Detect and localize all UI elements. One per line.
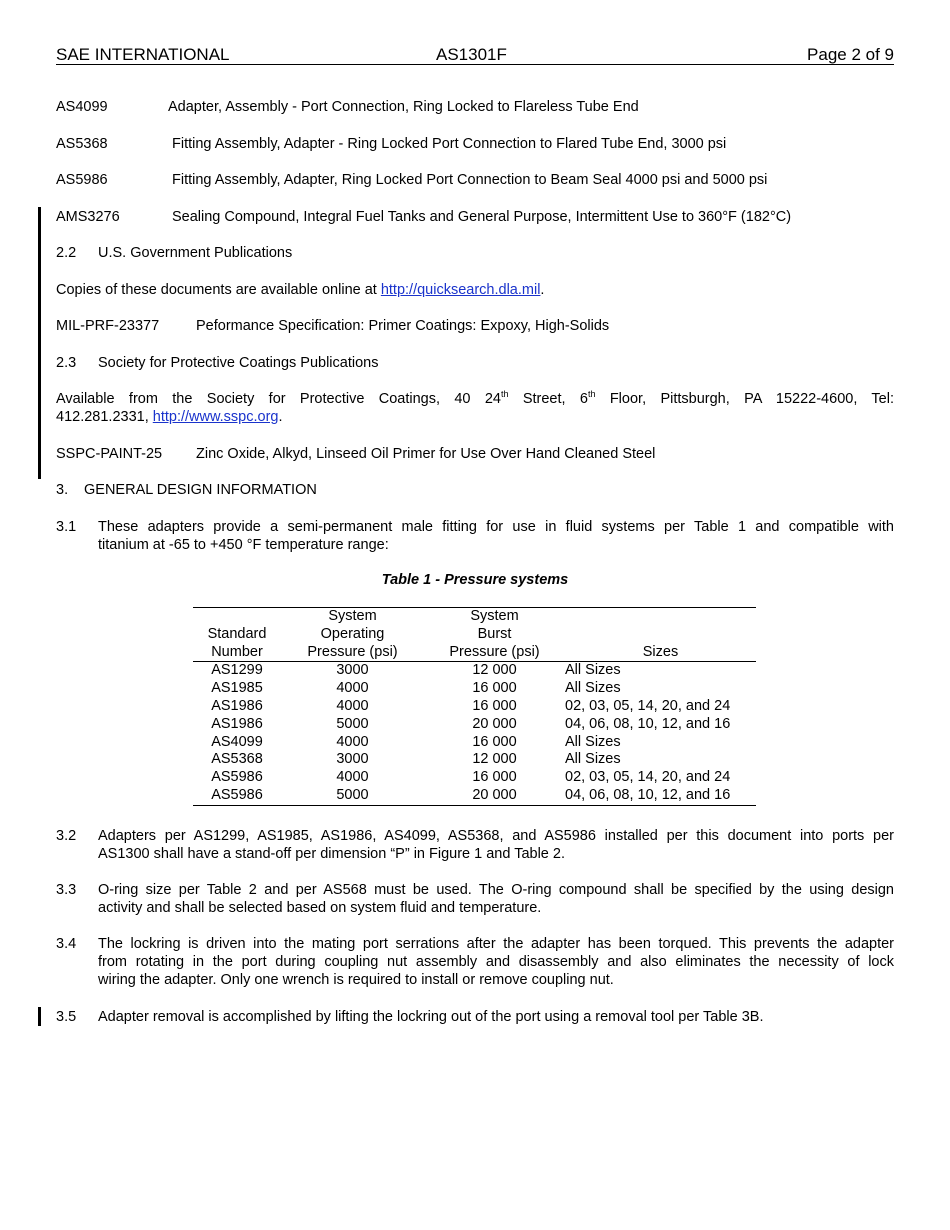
cell-burst: 20 000 [472, 715, 517, 732]
paragraph-number: 3.2 [56, 828, 77, 844]
cell-burst: 12 000 [472, 751, 517, 768]
table-row [193, 680, 756, 698]
cell-sizes: All Sizes [565, 751, 621, 768]
paragraph-number: 3.1 [56, 519, 77, 535]
cell-sizes: 02, 03, 05, 14, 20, and 24 [565, 769, 731, 786]
cell-operating: 3000 [336, 751, 369, 768]
sspc-link[interactable]: http://www.sspc.org [152, 409, 279, 425]
reference-code: AS5986 [56, 172, 108, 188]
paragraph-text: wiring the adapter. Only one wrench is required to install or remove coupling nut. [98, 972, 614, 988]
column-header-standard-number: Standard Number [207, 625, 267, 660]
paragraph-number: 3.3 [56, 882, 77, 898]
address-text: Street, 6 [508, 391, 588, 407]
table-row [193, 769, 756, 787]
table-row [193, 698, 756, 716]
table-header-row [193, 608, 756, 662]
cell-burst: 16 000 [472, 697, 517, 714]
address-text: Floor, Pittsburgh, PA 15222-4600, Tel: [595, 391, 894, 407]
table-row [193, 751, 756, 769]
cell-standard: AS1985 [211, 680, 263, 697]
quicksearch-link[interactable]: http://quicksearch.dla.mil [380, 282, 541, 298]
cell-standard: AS5986 [211, 769, 263, 786]
paragraph-text: Adapter removal is accomplished by lifting the lockring out of the port using a removal tool per Table 3B. [98, 1009, 764, 1025]
cell-burst: 16 000 [472, 769, 517, 786]
table-caption: Table 1 - Pressure systems [381, 572, 569, 588]
reference-code: SSPC-PAINT-25 [56, 446, 163, 462]
address-text: Available from the Society for Protective Coatings, 40 24 [56, 391, 501, 407]
table-row [193, 787, 756, 805]
cell-standard: AS5368 [211, 751, 263, 768]
reference-title: Fitting Assembly, Adapter, Ring Locked Port Connection to Beam Seal 4000 psi and 5000 psi [172, 172, 768, 188]
cell-sizes: 04, 06, 08, 10, 12, and 16 [565, 715, 731, 732]
table-row [193, 662, 756, 680]
section-title: GENERAL DESIGN INFORMATION [84, 482, 317, 498]
pressure-systems-table [193, 607, 756, 806]
cell-standard: AS5986 [211, 786, 263, 803]
cell-burst: 20 000 [472, 786, 517, 803]
reference-title: Zinc Oxide, Alkyd, Linseed Oil Primer for Use Over Hand Cleaned Steel [196, 446, 656, 462]
cell-sizes: All Sizes [565, 662, 621, 679]
cell-standard: AS1986 [211, 697, 263, 714]
section-number: 2.2 [56, 245, 77, 261]
cell-standard: AS1986 [211, 715, 263, 732]
header-document-number: AS1301F [436, 45, 507, 64]
contact-text-end: . [278, 409, 283, 425]
table-row [193, 734, 756, 752]
cell-burst: 12 000 [472, 662, 517, 679]
cell-operating: 4000 [336, 697, 369, 714]
section-title: U.S. Government Publications [98, 245, 293, 261]
revision-bar [38, 1007, 41, 1026]
header-page-number: Page 2 of 9 [807, 45, 894, 64]
paragraph-text: AS1300 shall have a stand-off per dimension “P” in Figure 1 and Table 2. [98, 846, 565, 862]
reference-code: AMS3276 [56, 209, 120, 225]
cell-operating: 5000 [336, 715, 369, 732]
phone-text: 412.281.2331, [56, 409, 153, 425]
paragraph-number: 3.4 [56, 936, 77, 952]
column-header-burst-pressure: System Burst Pressure (psi) [449, 608, 540, 660]
cell-sizes: 04, 06, 08, 10, 12, and 16 [565, 786, 731, 803]
reference-code: MIL-PRF-23377 [56, 318, 160, 334]
revision-bar [38, 207, 41, 479]
page-header [56, 45, 894, 65]
cell-sizes: 02, 03, 05, 14, 20, and 24 [565, 697, 731, 714]
ordinal-suffix: th [500, 389, 509, 399]
section-number: 3. [56, 482, 69, 498]
reference-title: Peformance Specification: Primer Coatings: Expoxy, High-Solids [196, 318, 610, 334]
cell-standard: AS4099 [211, 733, 263, 750]
cell-sizes: All Sizes [565, 680, 621, 697]
cell-burst: 16 000 [472, 680, 517, 697]
reference-code: AS4099 [56, 99, 108, 115]
availability-text-end: . [540, 282, 545, 298]
paragraph-text: titanium at -65 to +450 °F temperature range: [98, 537, 389, 553]
reference-title: Adapter, Assembly - Port Connection, Ring Locked to Flareless Tube End [168, 99, 639, 115]
availability-text: Copies of these documents are available online at [56, 282, 381, 298]
paragraph-text: These adapters provide a semi-permanent male fitting for use in fluid systems per Table 1 and compatible with [98, 519, 894, 535]
paragraph-text: O-ring size per Table 2 and per AS568 must be used. The O-ring compound shall be specified by the using design [98, 882, 894, 898]
header-organization: SAE INTERNATIONAL [56, 45, 230, 64]
reference-title: Sealing Compound, Integral Fuel Tanks and General Purpose, Intermittent Use to 360°F (182°C) [172, 209, 792, 225]
paragraph-text: activity and shall be selected based on system fluid and temperature. [98, 900, 542, 916]
availability-address [56, 390, 894, 408]
cell-operating: 5000 [336, 786, 369, 803]
ordinal-suffix: th [587, 389, 596, 399]
column-header-sizes: Sizes [642, 643, 679, 660]
section-title: Society for Protective Coatings Publications [98, 355, 379, 371]
paragraph-text: The lockring is driven into the mating port serrations after the adapter has been torqued. This prevents the adapter [98, 936, 894, 952]
reference-title: Fitting Assembly, Adapter - Ring Locked Port Connection to Flared Tube End, 3000 psi [172, 136, 727, 152]
paragraph-text: Adapters per AS1299, AS1985, AS1986, AS4099, AS5368, and AS5986 installed per this document into ports per [98, 828, 894, 844]
table-row [193, 716, 756, 734]
cell-operating: 4000 [336, 769, 369, 786]
paragraph-text: from rotating in the port during coupling nut assembly and disassembly and also eliminates the necessity of lock [98, 954, 894, 970]
paragraph-number: 3.5 [56, 1009, 77, 1025]
cell-standard: AS1299 [211, 662, 263, 679]
cell-operating: 4000 [336, 680, 369, 697]
column-header-operating-pressure: System Operating Pressure (psi) [307, 608, 398, 660]
cell-burst: 16 000 [472, 733, 517, 750]
availability-contact [56, 408, 283, 426]
section-number: 2.3 [56, 355, 77, 371]
cell-sizes: All Sizes [565, 733, 621, 750]
availability-note [56, 281, 544, 299]
cell-operating: 3000 [336, 662, 369, 679]
reference-code: AS5368 [56, 136, 108, 152]
cell-operating: 4000 [336, 733, 369, 750]
